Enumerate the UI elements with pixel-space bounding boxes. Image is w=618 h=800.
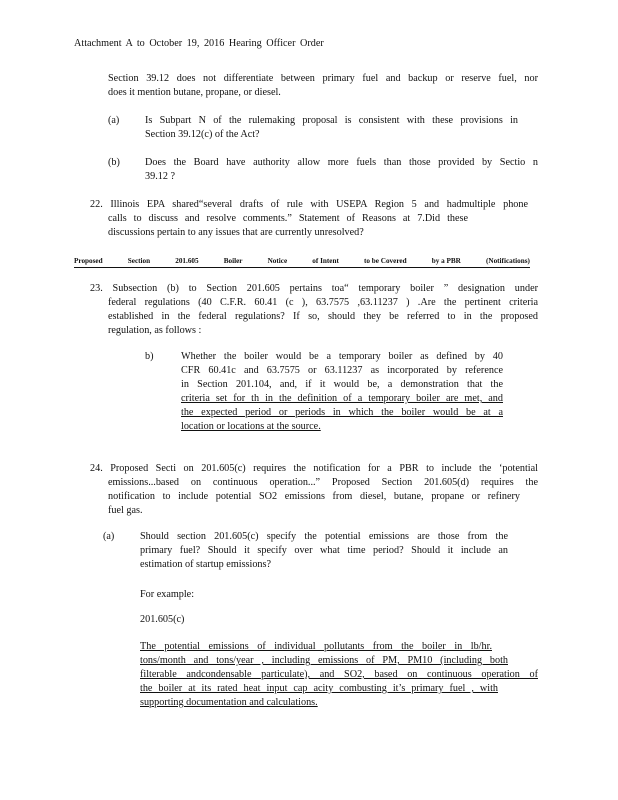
intro-line-1: Section 39.12 does not differentiate between primary fuel and backup or reserve fuel, nor [108,73,538,84]
section-heading-word: 201.605 [175,257,199,265]
question-24 [90,462,538,518]
q23-line-4: regulation, as follows : [108,325,202,336]
section-heading [74,256,530,268]
q23-subitem-b-text [181,350,503,434]
q23-subitem-b [145,350,505,440]
q21-item-b [108,156,538,186]
example-section: 201.605(c) [140,614,185,625]
q23-line-1: 23. Subsection (b) to Section 201.605 pertains toa“ temporary boiler ” designation under [90,283,538,294]
section-heading-word: Boiler [223,257,243,265]
example-line-5: supporting documentation and calculations. [140,697,318,708]
q22-line-2: calls to discuss and resolve comments.” Statement of Reasons at 7.Did these [108,213,468,224]
q21-item-a [108,114,518,144]
example-label: For example: [140,589,195,600]
q23-subitem-b-label: b) [145,351,154,362]
question-22 [90,198,528,240]
q21-item-b-line-2: 39.12 ? [145,171,175,182]
example-line-2: tons/month and tons/year , including emissions of PM, PM10 (including both [140,655,508,666]
section-heading-word: Section [127,257,151,265]
q21-item-b-line-1: Does the Board have authority allow more fuels than those provided by Sectio n [145,157,538,168]
section-heading-word: (Notifications) [485,257,530,265]
q23-sub-line-3: in Section 201.104, and, if it would be, a demonstration that the [181,379,503,390]
q21-item-a-label: (a) [108,115,120,126]
q22-line-3: discussions pertain to any issues that are currently unresolved? [108,227,364,238]
section-heading-word: of Intent [312,257,339,265]
q23-sub-line-5: the expected period or periods in which the boiler would be at a [181,407,503,418]
q24-line-2: emissions...based on continuous operation...” Proposed Section 201.605(d) requires the [108,477,538,488]
q24-item-a-line-2: primary fuel? Should it specify over what time period? Should it include an [140,545,508,556]
q24-line-1: 24. Proposed Secti on 201.605(c) requires the notification for a PBR to include the ‘potential [90,463,538,474]
q23-line-2: federal regulations (40 C.F.R. 60.41 (c ), 63.7575 ,63.11237 ) .Are the pertinent criteria [108,297,538,308]
section-heading-word: Proposed [74,257,103,265]
q21-item-a-line-1: Is Subpart N of the rulemaking proposal is consistent with these provisions in [145,115,518,126]
q21-item-a-line-2: Section 39.12(c) of the Act? [145,129,260,140]
intro-paragraph [108,72,538,100]
q24-line-3: notification to include potential SO2 emissions from diesel, butane, propane or refinery [108,491,520,502]
q22-line-1: 22. Illinois EPA shared“several drafts of rule with USEPA Region 5 and hadmultiple phone [90,199,528,210]
q23-sub-line-6: location or locations at the source. [181,421,321,432]
q24-item-a-line-3: estimation of startup emissions? [140,559,272,570]
q24-item-a-label: (a) [103,531,115,542]
q23-sub-line-2: CFR 60.41c and 63.7575 or 63.11237 as incorporated by reference [181,365,503,376]
q23-line-3: established in the federal regulations? If so, should they be referred to in the proposed [108,311,538,322]
q24-line-4: fuel gas. [108,505,143,516]
section-heading-word: to be Covered [363,257,407,265]
example-line-4: the boiler at its rated heat input cap acity combusting it’s primary fuel , with [140,683,498,694]
q24-item-a [103,530,513,576]
q23-sub-line-4: criteria set for th in the definition of a temporary boiler are met, and [181,393,503,404]
question-23 [90,282,538,338]
section-heading-word: by a PBR [431,257,461,265]
example-line-3: filterable andcondensable particulate), and SO2, based on continuous operation of [140,669,538,680]
example-text [140,640,538,710]
intro-line-2: does it mention butane, propane, or diesel. [108,87,281,98]
q24-item-a-line-1: Should section 201.605(c) specify the potential emissions are those from the [140,531,508,542]
q21-item-b-text [145,156,538,184]
page-header: Attachment A to October 19, 2016 Hearing Officer Order [74,38,324,49]
q21-item-b-label: (b) [108,157,120,168]
example-line-1: The potential emissions of individual pollutants from the boiler in lb/hr. [140,641,492,652]
q24-item-a-text [140,530,508,572]
section-heading-word: Notice [267,257,288,265]
q21-item-a-text [145,114,518,142]
q23-sub-line-1: Whether the boiler would be a temporary boiler as defined by 40 [181,351,503,362]
